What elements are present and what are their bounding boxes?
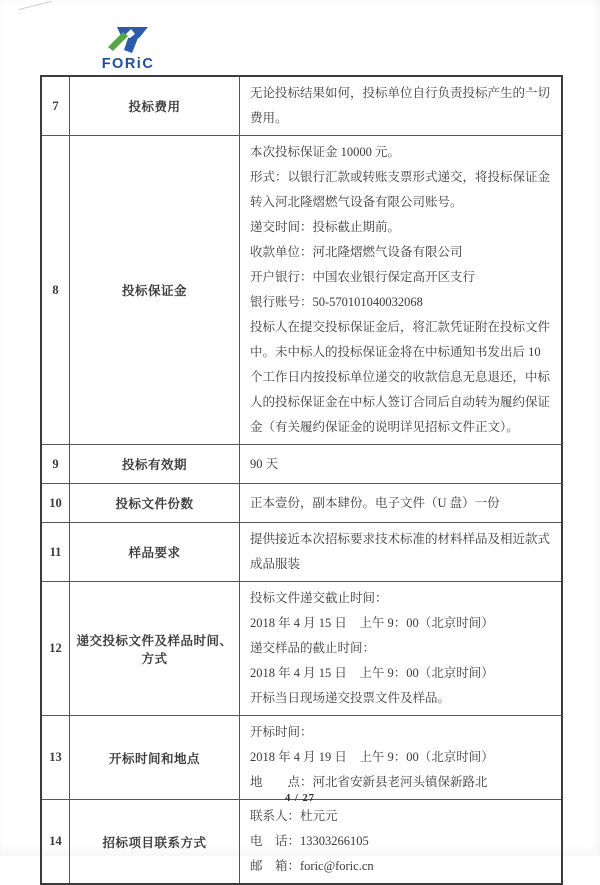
- foric-logo: [88, 26, 168, 71]
- row-label: 投标费用: [70, 76, 240, 136]
- content-line: 递交时间：投标截止期前。: [250, 220, 401, 234]
- table-row: [41, 582, 562, 716]
- table-row: [41, 800, 562, 885]
- content-line: 2018 年 4 月 19 日 上午 9：00（北京时间）: [250, 750, 494, 764]
- content-line: 递交样品的截止时间：: [250, 641, 376, 655]
- row-number: 13: [41, 716, 70, 800]
- row-content: [240, 445, 563, 484]
- content-line: 投标人在提交投标保证金后，将汇款凭证附在投标文件中。未中标人的投标保证金将在中标通知书发出后 10 个工作日内按投标单位递交的收款信息无息退还，中标人的投标保证金在中标人签订合同后自动转为履约保证金（有关履约保证金的说明详见招标文件正文）。: [250, 320, 551, 434]
- content-line: 地 点：河北省安新县老河头镇保新路北: [250, 775, 488, 789]
- content-line: 电 话：13303266105: [250, 834, 369, 848]
- content-line: 开户银行：中国农业银行保定高开区支行: [250, 270, 476, 284]
- row-label: 投标保证金: [70, 136, 240, 445]
- content-line: 开标当日现场递交投票文件及样品。: [250, 691, 451, 705]
- content-line: 本次投标保证金 10000 元。: [250, 145, 401, 159]
- content-line: 提供接近本次招标要求技术标准的材料样品及相近款式成品服装: [250, 532, 551, 571]
- content-line: 开标时间：: [250, 725, 313, 739]
- row-number: 9: [41, 445, 70, 484]
- table-row: [41, 445, 562, 484]
- row-label: 开标时间和地点: [70, 716, 240, 800]
- row-content: [240, 582, 563, 716]
- foric-logo-icon: [107, 26, 149, 56]
- content-line: 2018 年 4 月 15 日 上午 9：00（北京时间）: [250, 616, 494, 630]
- table-row: [41, 76, 562, 136]
- row-number: 12: [41, 582, 70, 716]
- row-content: [240, 523, 563, 582]
- row-number: 8: [41, 136, 70, 445]
- content-line: 银行账号：50-570101040032068: [250, 295, 423, 309]
- scan-crease-mark: [18, 1, 51, 10]
- content-line: 收款单位：河北隆熠燃气设备有限公司: [250, 245, 463, 259]
- row-content: [240, 716, 563, 800]
- content-line: 形式：以银行汇款或转账支票形式递交，将投标保证金转入河北隆熠燃气设备有限公司账号。: [250, 170, 551, 209]
- row-number: 10: [41, 484, 70, 523]
- foric-logo-text: FORiC: [101, 56, 155, 72]
- row-content: [240, 76, 563, 136]
- row-content: [240, 800, 563, 885]
- table-row: [41, 136, 562, 445]
- content-line: 联系人：杜元元: [250, 809, 338, 823]
- row-label: 投标文件份数: [70, 484, 240, 523]
- content-line: 90 天: [250, 456, 279, 471]
- row-content: [240, 136, 563, 445]
- row-number: 11: [41, 523, 70, 582]
- content-line: 2018 年 4 月 15 日 上午 9：00（北京时间）: [250, 666, 494, 680]
- tender-info-table: [40, 75, 563, 885]
- row-label: 样品要求: [70, 523, 240, 582]
- table-row: [41, 523, 562, 582]
- content-line: 投标文件递交截止时间：: [250, 591, 388, 605]
- row-label: 招标项目联系方式: [70, 800, 240, 885]
- row-number: 7: [41, 76, 70, 136]
- table-row: [41, 484, 562, 523]
- page-number: 4 / 27: [285, 793, 315, 804]
- content-line: 正本壹份，副本肆份。电子文件（U 盘）一份: [250, 495, 500, 510]
- tender-table-body: [41, 76, 562, 884]
- row-label: 递交投标文件及样品时间、方式: [70, 582, 240, 716]
- row-content: [240, 484, 563, 523]
- row-number: 14: [41, 800, 70, 885]
- row-label: 投标有效期: [70, 445, 240, 484]
- table-row: [41, 716, 562, 800]
- content-line: 邮 箱：foric@foric.cn: [250, 859, 374, 873]
- content-line: 无论投标结果如何，投标单位自行负责投标产生的一切费用。: [250, 86, 551, 125]
